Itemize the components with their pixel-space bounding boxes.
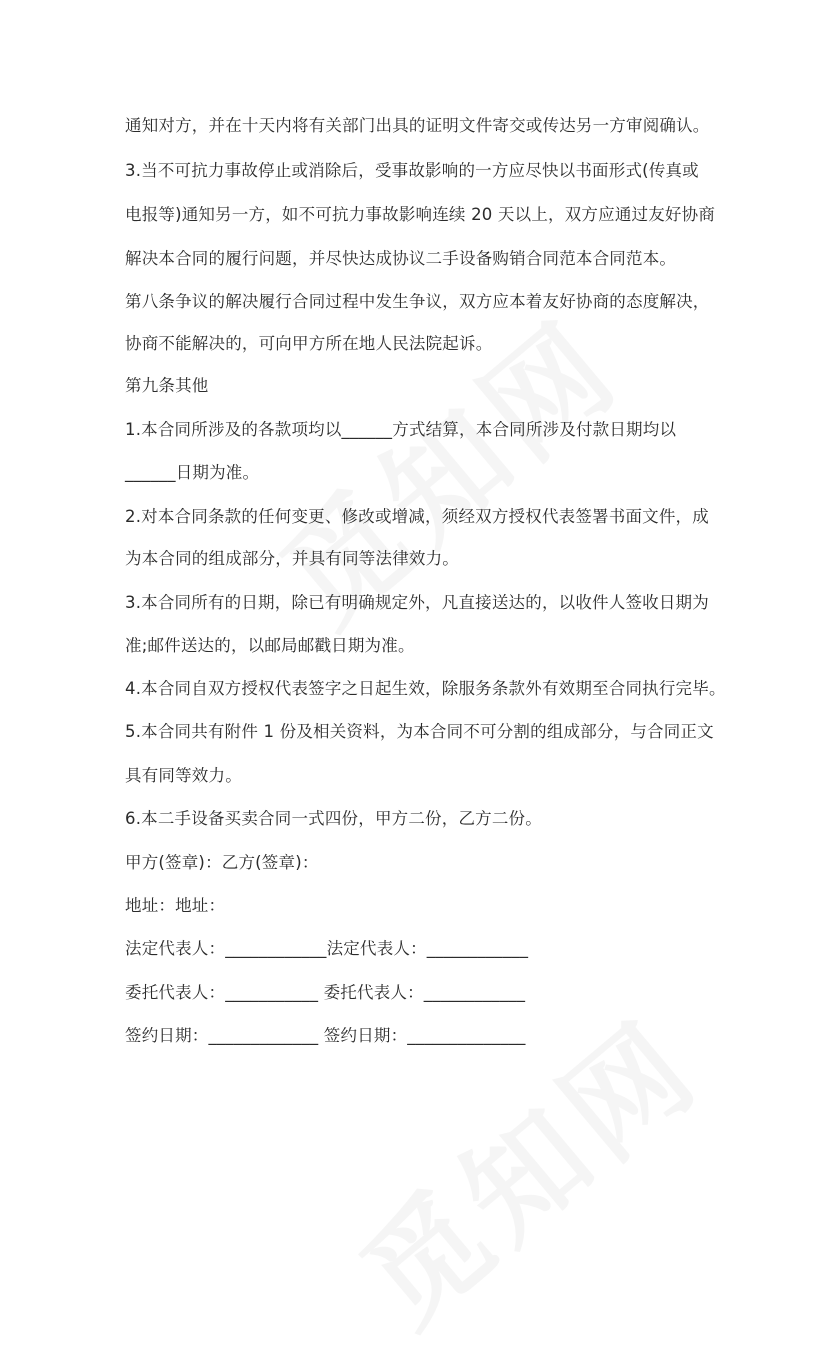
paragraph-line: 2.对本合同条款的任何变更、修改或增减，须经双方授权代表签署书面文件，成 xyxy=(125,507,709,526)
paragraph-line: ______日期为准。 xyxy=(125,463,260,482)
signature-agent: 委托代表人：___________ 委托代表人：____________ xyxy=(125,983,526,1002)
paragraph-line: 第八条争议的解决履行合同过程中发生争议，双方应本着友好协商的态度解决， xyxy=(125,292,710,311)
paragraph-line: 解决本合同的履行问题，并尽快达成协议二手设备购销合同范本合同范本。 xyxy=(125,249,677,268)
paragraph-line: 准;邮件送达的，以邮局邮戳日期为准。 xyxy=(125,636,415,655)
signature-date: 签约日期：_____________ 签约日期：______________ xyxy=(125,1026,526,1045)
section-heading: 第九条其他 xyxy=(125,376,209,395)
paragraph-line: 4.本合同自双方授权代表签字之日起生效，除服务条款外有效期至合同执行完毕。 xyxy=(125,679,726,698)
paragraph-line: 为本合同的组成部分，并具有同等法律效力。 xyxy=(125,549,459,568)
paragraph-line: 协商不能解决的，可向甲方所在地人民法院起诉。 xyxy=(125,334,493,353)
paragraph-line: 3.本合同所有的日期，除已有明确规定外，凡直接送达的，以收件人签收日期为 xyxy=(125,593,709,612)
signature-address: 地址：地址： xyxy=(125,896,226,915)
paragraph-line: 1.本合同所涉及的各款项均以______方式结算，本合同所涉及付款日期均以 xyxy=(125,420,677,439)
paragraph-line: 3.当不可抗力事故停止或消除后，受事故影响的一方应尽快以书面形式(传真或 xyxy=(125,161,699,180)
paragraph-line: 5.本合同共有附件 1 份及相关资料，为本合同不可分割的组成部分，与合同正文 xyxy=(125,722,714,741)
paragraph-line: 具有同等效力。 xyxy=(125,766,242,785)
paragraph-line: 通知对方，并在十天内将有关部门出具的证明文件寄交或传达另一方审阅确认。 xyxy=(125,116,710,135)
signature-legal-rep: 法定代表人：____________法定代表人：____________ xyxy=(125,939,529,958)
paragraph-line: 电报等)通知另一方，如不可抗力事故影响连续 20 天以上，双方应通过友好协商 xyxy=(125,205,716,224)
paragraph-line: 6.本二手设备买卖合同一式四份，甲方二份，乙方二份。 xyxy=(125,809,542,828)
signature-party: 甲方(签章)：乙方(签章)： xyxy=(125,853,319,872)
